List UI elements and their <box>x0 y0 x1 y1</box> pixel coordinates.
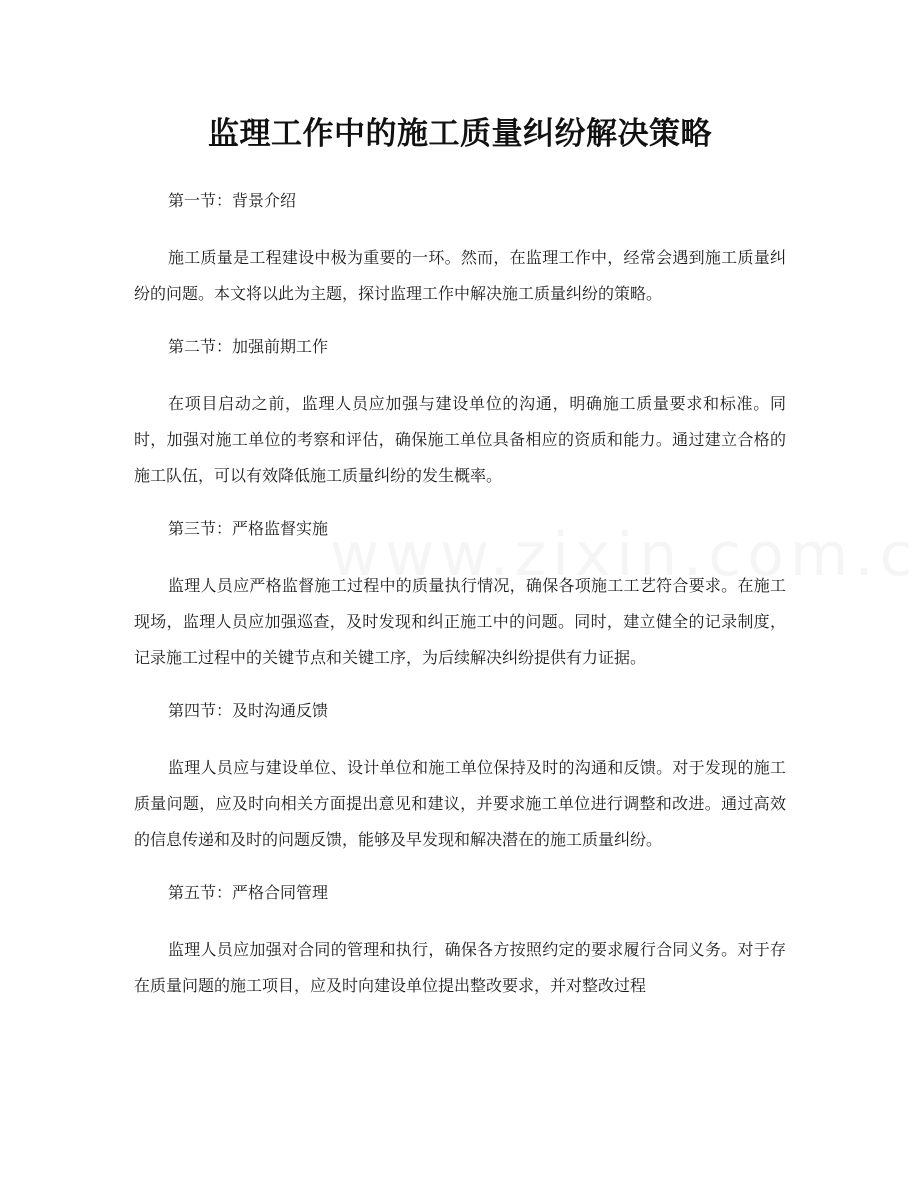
section-heading: 第二节：加强前期工作 <box>168 337 329 356</box>
section-paragraph: 监理人员应严格监督施工过程中的质量执行情况，确保各项施工工艺符合要求。在施工现场，监理人员应加强巡查，及时发现和纠正施工中的问题。同时，建立健全的记录制度，记录施工过程中的关键节点和关键工序，为后续解决纠纷提供有力证据。 <box>134 576 786 667</box>
section-paragraph: 施工质量是工程建设中极为重要的一环。然而，在监理工作中，经常会遇到施工质量纠纷的问题。本文将以此为主题，探讨监理工作中解决施工质量纠纷的策略。 <box>134 248 786 303</box>
section-paragraph: 监理人员应与建设单位、设计单位和施工单位保持及时的沟通和反馈。对于发现的施工质量问题，应及时向相关方面提出意见和建议，并要求施工单位进行调整和改进。通过高效的信息传递和及时的问题反馈，能够及早发现和解决潜在的施工质量纠纷。 <box>134 758 786 849</box>
document-title: 监理工作中的施工质量纠纷解决策略 <box>208 116 712 152</box>
section-2 <box>134 330 786 512</box>
section-heading: 第四节：及时沟通反馈 <box>168 701 329 720</box>
section-heading: 第三节：严格监督实施 <box>168 519 329 538</box>
section-4 <box>134 694 786 876</box>
section-heading: 第五节：严格合同管理 <box>168 883 329 902</box>
document-body <box>134 184 786 1004</box>
section-paragraph: 在项目启动之前，监理人员应加强与建设单位的沟通，明确施工质量要求和标准。同时，加强对施工单位的考察和评估，确保施工单位具备相应的资质和能力。通过建立合格的施工队伍，可以有效降低施工质量纠纷的发生概率。 <box>134 394 786 485</box>
section-paragraph: 监理人员应加强对合同的管理和执行，确保各方按照约定的要求履行合同义务。对于存在质量问题的施工项目，应及时向建设单位提出整改要求，并对整改过程 <box>134 940 786 995</box>
section-1 <box>134 184 786 330</box>
section-3 <box>134 512 786 694</box>
section-5 <box>134 876 786 1004</box>
section-heading: 第一节：背景介绍 <box>168 191 297 210</box>
